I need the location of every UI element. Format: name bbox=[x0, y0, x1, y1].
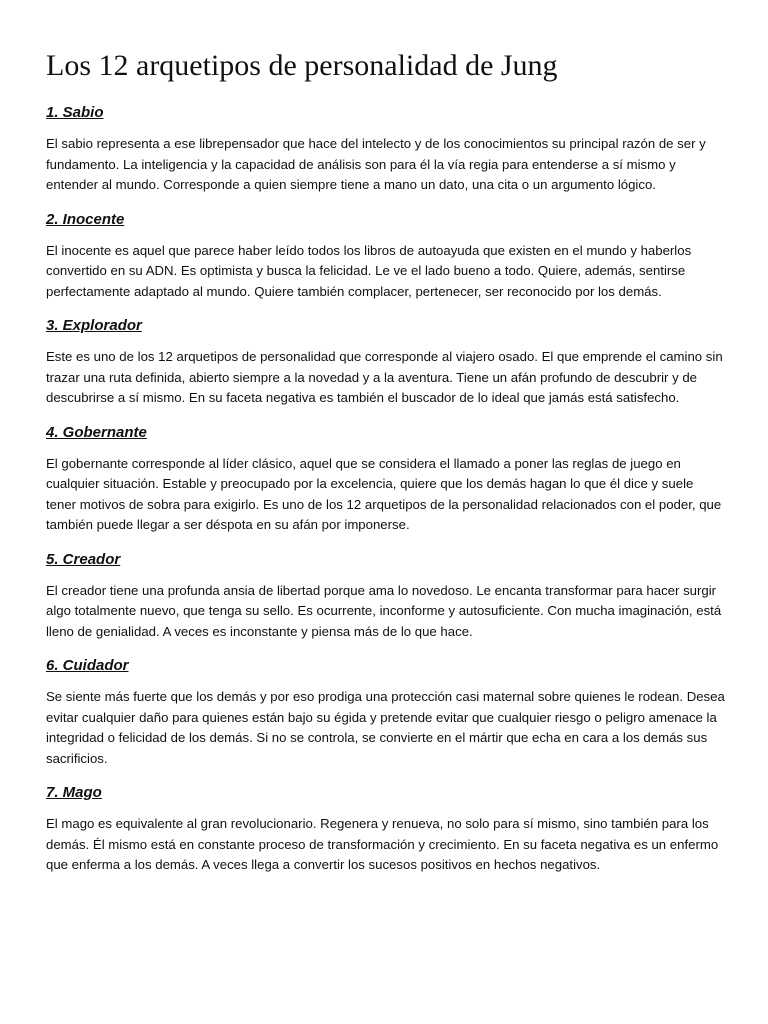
section-inocente bbox=[46, 209, 726, 303]
document-page bbox=[46, 44, 726, 889]
section-heading: 4. Gobernante bbox=[46, 423, 147, 441]
section-explorador bbox=[46, 315, 726, 409]
section-sabio bbox=[46, 102, 726, 196]
section-heading: 7. Mago bbox=[46, 784, 102, 801]
page-title: Los 12 arquetipos de personalidad de Jung bbox=[46, 49, 558, 82]
section-cuidador bbox=[46, 655, 726, 769]
section-heading: 1. Sabio bbox=[46, 104, 104, 121]
section-heading: 6. Cuidador bbox=[46, 657, 129, 674]
section-mago bbox=[46, 782, 726, 876]
section-gobernante bbox=[46, 422, 726, 536]
section-paragraph: El gobernante corresponde al líder clásico, aquel que se considera el llamado a poner las reglas de juego en cualquier situación. Estable y preocupado por la excelencia, quiere que los demás hagan lo que él dice y suele tener motivos de sobra para exigirlo. Es uno de los 12 arquetipos de la personalidad relacionados con el poder, que también puede llegar a ser déspota en su afán por imponerse. bbox=[46, 455, 722, 532]
section-paragraph: El mago es equivalente al gran revolucionario. Regenera y renueva, no solo para sí mismo, sino también para los demás. Él mismo está en constante proceso de transformación y crecimiento. En su faceta negativa es un enfermo que enferma a los demás. A veces llega a convertir los sucesos positivos en hechos negativos. bbox=[46, 816, 719, 872]
section-paragraph: El sabio representa a ese librepensador que hace del intelecto y de los conocimientos su principal razón de ser y fundamento. La inteligencia y la capacidad de análisis son para él la vía regia para entenderse a sí mismo y entender al mundo. Corresponde a quien siempre tiene a mano un dato, una cita o un argumento lógico. bbox=[46, 136, 706, 192]
section-paragraph: Se siente más fuerte que los demás y por eso prodiga una protección casi maternal sobre quienes le rodean. Desea evitar cualquier daño para quienes están bajo su égida y pretende evitar que cualquier riesgo o peligro amenace la integridad o felicidad de los demás. Si no se controla, se convierte en el mártir que echa en cara a los demás sus sacrificios. bbox=[46, 689, 725, 766]
section-creador bbox=[46, 549, 726, 643]
section-heading: 3. Explorador bbox=[46, 317, 142, 334]
section-paragraph: El creador tiene una profunda ansia de libertad porque ama lo novedoso. Le encanta transformar para hacer surgir algo totalmente nuevo, que tenga su sello. Es ocurrente, inconforme y autosuficiente. Con mucha imaginación, está lleno de genialidad. A veces es inconstante y piensa más de lo que hace. bbox=[46, 582, 722, 639]
section-heading: 5. Creador bbox=[46, 550, 121, 568]
section-paragraph: Este es uno de los 12 arquetipos de personalidad que corresponde al viajero osado. El que emprende el camino sin trazar una ruta definida, abierto siempre a la novedad y a la aventura. Tiene un afán profundo de descubrir y de descubrirse a sí mismo. En su faceta negativa es también el buscador de lo ideal que jamás está satisfecho. bbox=[46, 349, 723, 405]
section-heading: 2. Inocente bbox=[46, 210, 125, 228]
section-paragraph: El inocente es aquel que parece haber leído todos los libros de autoayuda que existen en el mundo y haberlos convertido en su ADN. Es optimista y busca la felicidad. Le ve el lado bueno a todo. Quiere, además, sentirse perfectamente adaptado al mundo. Quiere también complacer, pertenecer, ser reconocido por los demás. bbox=[46, 242, 692, 299]
